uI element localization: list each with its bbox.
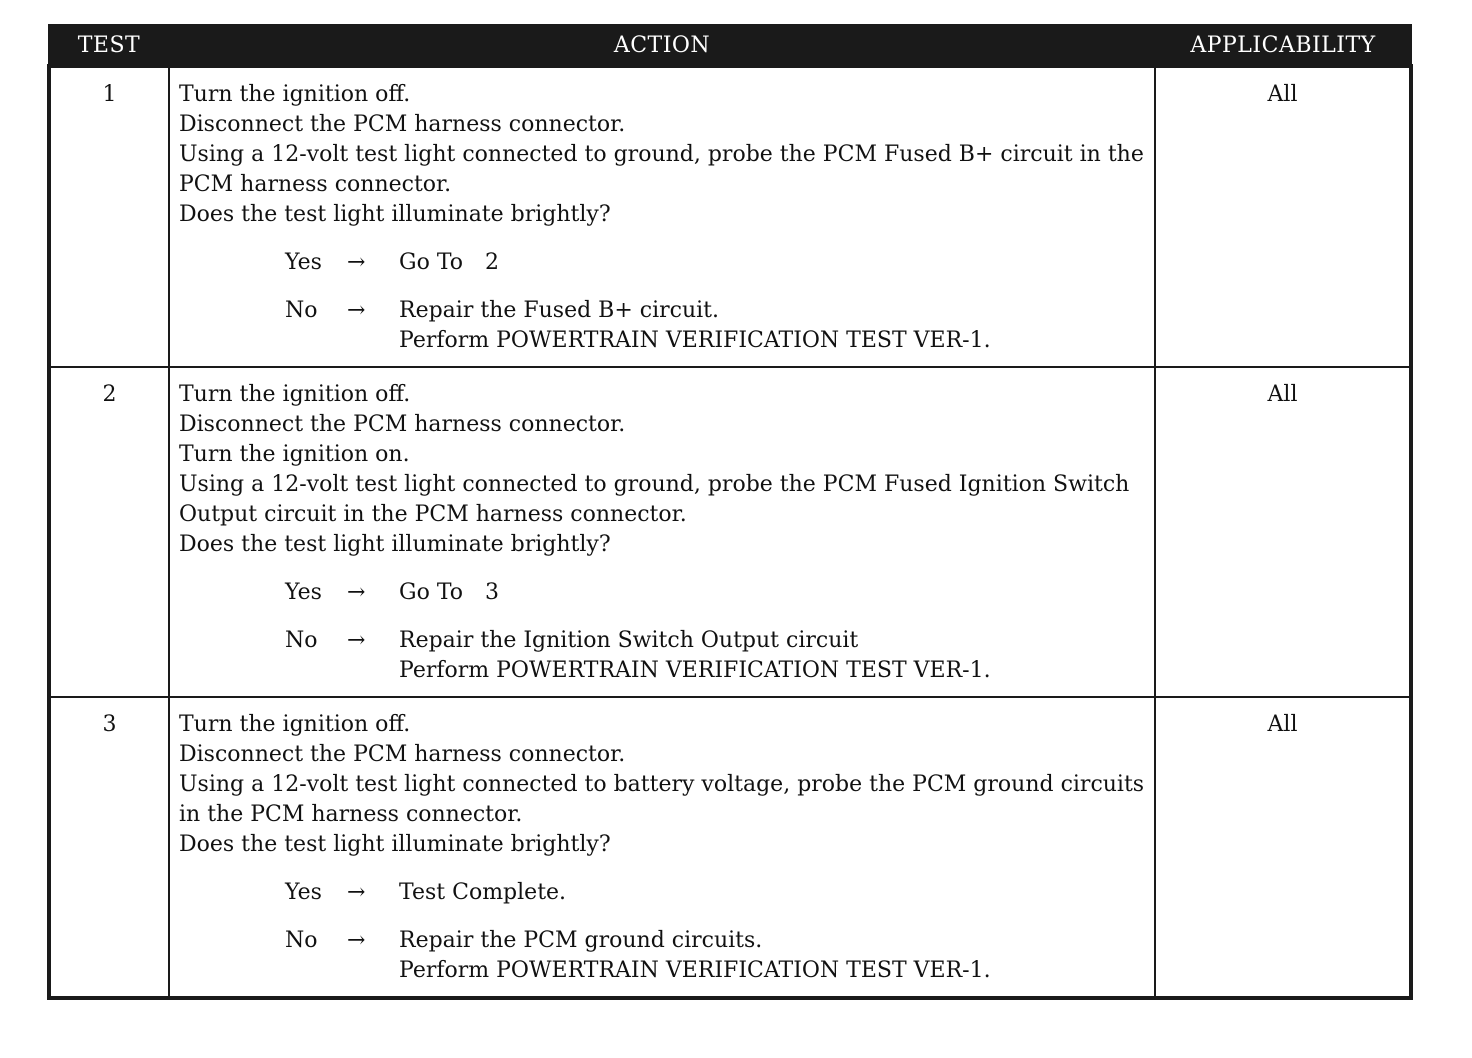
no-answer: [285, 296, 1148, 356]
action-step: Disconnect the PCM harness connector.: [179, 742, 626, 767]
table-row: [49, 367, 1411, 697]
yes-answer: [285, 578, 1148, 608]
test-number: 3: [49, 697, 169, 998]
arrow-icon: →: [347, 880, 366, 905]
test-number: 1: [49, 66, 169, 367]
no-answer: [285, 926, 1148, 986]
header-applicability: APPLICABILITY: [1155, 25, 1411, 66]
table-row: [49, 697, 1411, 998]
action-step: Does the test light illuminate brightly?: [179, 532, 611, 557]
yes-answer: [285, 248, 1148, 278]
arrow-icon: →: [347, 250, 366, 275]
action-cell: [169, 367, 1155, 697]
answer-block: [179, 248, 1148, 356]
action-cell: [169, 66, 1155, 367]
action-step: Turn the ignition off.: [179, 82, 411, 107]
no-instruction-line: Repair the Fused B+ circuit.: [399, 298, 719, 323]
applicability-value: All: [1155, 66, 1411, 367]
action-step: Disconnect the PCM harness connector.: [179, 112, 626, 137]
no-instructions: [399, 926, 991, 986]
action-step: Does the test light illuminate brightly?: [179, 202, 611, 227]
arrow-icon: →: [347, 580, 366, 605]
table-row: [49, 66, 1411, 367]
yes-label: Yes: [285, 250, 322, 275]
header-test: TEST: [49, 25, 169, 66]
no-label: No: [285, 628, 318, 653]
no-instruction-line: Perform POWERTRAIN VERIFICATION TEST VER-1.: [399, 958, 991, 983]
goto-target: 3: [485, 580, 500, 605]
test-number: 2: [49, 367, 169, 697]
arrow-icon: →: [347, 298, 366, 323]
action-step: Turn the ignition on.: [179, 442, 410, 467]
goto-text: [399, 578, 499, 608]
table-header-row: [49, 25, 1411, 66]
goto-text: [399, 878, 588, 908]
action-step: Using a 12-volt test light connected to ground, probe the PCM Fused Ignition Switch Output circuit in the PCM harness connector.: [179, 472, 1130, 527]
no-instruction-line: Perform POWERTRAIN VERIFICATION TEST VER-1.: [399, 658, 991, 683]
yes-label: Yes: [285, 880, 322, 905]
header-action: ACTION: [169, 25, 1155, 66]
yes-label: Yes: [285, 580, 322, 605]
goto-target: 2: [485, 250, 500, 275]
answer-block: [179, 578, 1148, 686]
yes-answer: [285, 878, 1148, 908]
no-instruction-line: Repair the PCM ground circuits.: [399, 928, 763, 953]
no-label: No: [285, 928, 318, 953]
no-label: No: [285, 298, 318, 323]
goto-label: Go To: [399, 580, 464, 605]
diagnostic-test-table: [47, 24, 1413, 1000]
action-cell: [169, 697, 1155, 998]
applicability-value: All: [1155, 367, 1411, 697]
goto-label: Go To: [399, 250, 464, 275]
action-step: Turn the ignition off.: [179, 382, 411, 407]
action-step: Does the test light illuminate brightly?: [179, 832, 611, 857]
no-instruction-line: Perform POWERTRAIN VERIFICATION TEST VER-1.: [399, 328, 991, 353]
no-instruction-line: Repair the Ignition Switch Output circuit: [399, 628, 859, 653]
arrow-icon: →: [347, 928, 366, 953]
no-answer: [285, 626, 1148, 686]
arrow-icon: →: [347, 628, 366, 653]
action-step: Using a 12-volt test light connected to ground, probe the PCM Fused B+ circuit in the PCM harness connector.: [179, 142, 1144, 197]
action-step: Using a 12-volt test light connected to battery voltage, probe the PCM ground circuits in the PCM harness connector.: [179, 772, 1145, 827]
applicability-value: All: [1155, 697, 1411, 998]
answer-block: [179, 878, 1148, 986]
goto-label: Test Complete.: [399, 880, 567, 905]
no-instructions: [399, 626, 991, 686]
goto-text: [399, 248, 499, 278]
action-step: Disconnect the PCM harness connector.: [179, 412, 626, 437]
no-instructions: [399, 296, 991, 356]
action-step: Turn the ignition off.: [179, 712, 411, 737]
